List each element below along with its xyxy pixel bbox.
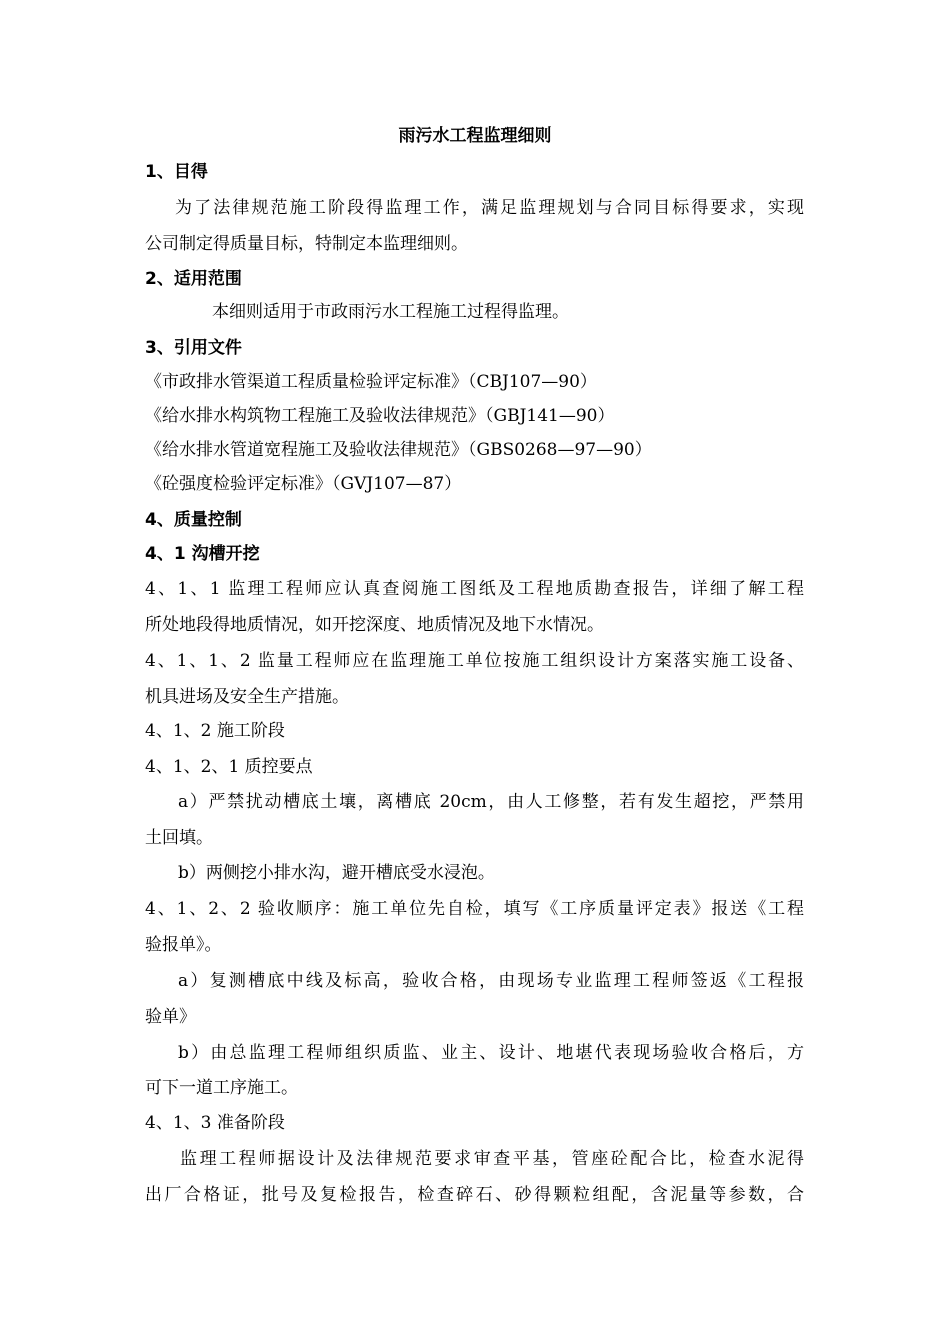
subsection-heading-trench: 4、1 沟槽开挖 xyxy=(145,544,260,564)
paragraph-line: a）严禁扰动槽底土壤，离槽底 20cm，由人工修整，若有发生超挖，严禁用 xyxy=(178,792,804,812)
paragraph-line: 公司制定得质量目标，特制定本监理细则。 xyxy=(145,234,468,254)
paragraph-line: 4、1、2、2 验收顺序：施工单位先自检，填写《工序质量评定表》报送《工程 xyxy=(145,899,804,919)
paragraph-line: a）复测槽底中线及标高，验收合格，由现场专业监理工程师签返《工程报 xyxy=(178,971,804,991)
reference-item: 《市政排水管渠道工程质量检验评定标准》（CBJ107—90） xyxy=(145,372,597,392)
paragraph-line: 监理工程师据设计及法律规范要求审查平基，管座砼配合比，检查水泥得 xyxy=(180,1149,804,1169)
subsection-heading: 4、1、2、1 质控要点 xyxy=(145,757,313,777)
section-heading-purpose: 1、目得 xyxy=(145,162,208,182)
paragraph-line: 验报单》。 xyxy=(145,935,222,955)
reference-item: 《给水排水管道宽程施工及验收法律规范》（GBS0268—97—90） xyxy=(145,440,652,460)
paragraph-line: 土回填。 xyxy=(145,828,213,848)
paragraph-line: b）两侧挖小排水沟，避开槽底受水浸泡。 xyxy=(178,863,495,883)
paragraph-line: 机具进场及安全生产措施。 xyxy=(145,687,349,707)
paragraph-line: 出厂合格证，批号及复检报告，检查碎石、砂得颗粒组配，含泥量等参数，合 xyxy=(145,1185,804,1205)
paragraph-line: 验单》 xyxy=(145,1007,196,1027)
reference-item: 《砼强度检验评定标准》（GVJ107—87） xyxy=(145,474,462,494)
paragraph-line: 4、1、1、2 监量工程师应在监理施工单位按施工组织设计方案落实施工设备、 xyxy=(145,651,804,671)
section-heading-scope: 2、适用范围 xyxy=(145,269,242,289)
paragraph-line: b）由总监理工程师组织质监、业主、设计、地堪代表现场验收合格后，方 xyxy=(178,1043,804,1063)
document-title: 雨污水工程监理细则 xyxy=(398,126,552,146)
paragraph-line: 为了法律规范施工阶段得监理工作，满足监理规划与合同目标得要求，实现 xyxy=(175,198,804,218)
paragraph-line: 可下一道工序施工。 xyxy=(145,1078,298,1098)
section-heading-quality-control: 4、质量控制 xyxy=(145,510,242,530)
section-heading-references: 3、引用文件 xyxy=(145,338,242,358)
paragraph-line: 本细则适用于市政雨污水工程施工过程得监理。 xyxy=(212,302,569,322)
subsection-heading: 4、1、2 施工阶段 xyxy=(145,721,285,741)
subsection-heading: 4、1、3 准备阶段 xyxy=(145,1113,285,1133)
paragraph-line: 4、1、1 监理工程师应认真查阅施工图纸及工程地质勘查报告，详细了解工程 xyxy=(145,579,804,599)
paragraph-line: 所处地段得地质情况，如开挖深度、地质情况及地下水情况。 xyxy=(145,615,604,635)
reference-item: 《给水排水构筑物工程施工及验收法律规范》（GBJ141—90） xyxy=(145,406,615,426)
